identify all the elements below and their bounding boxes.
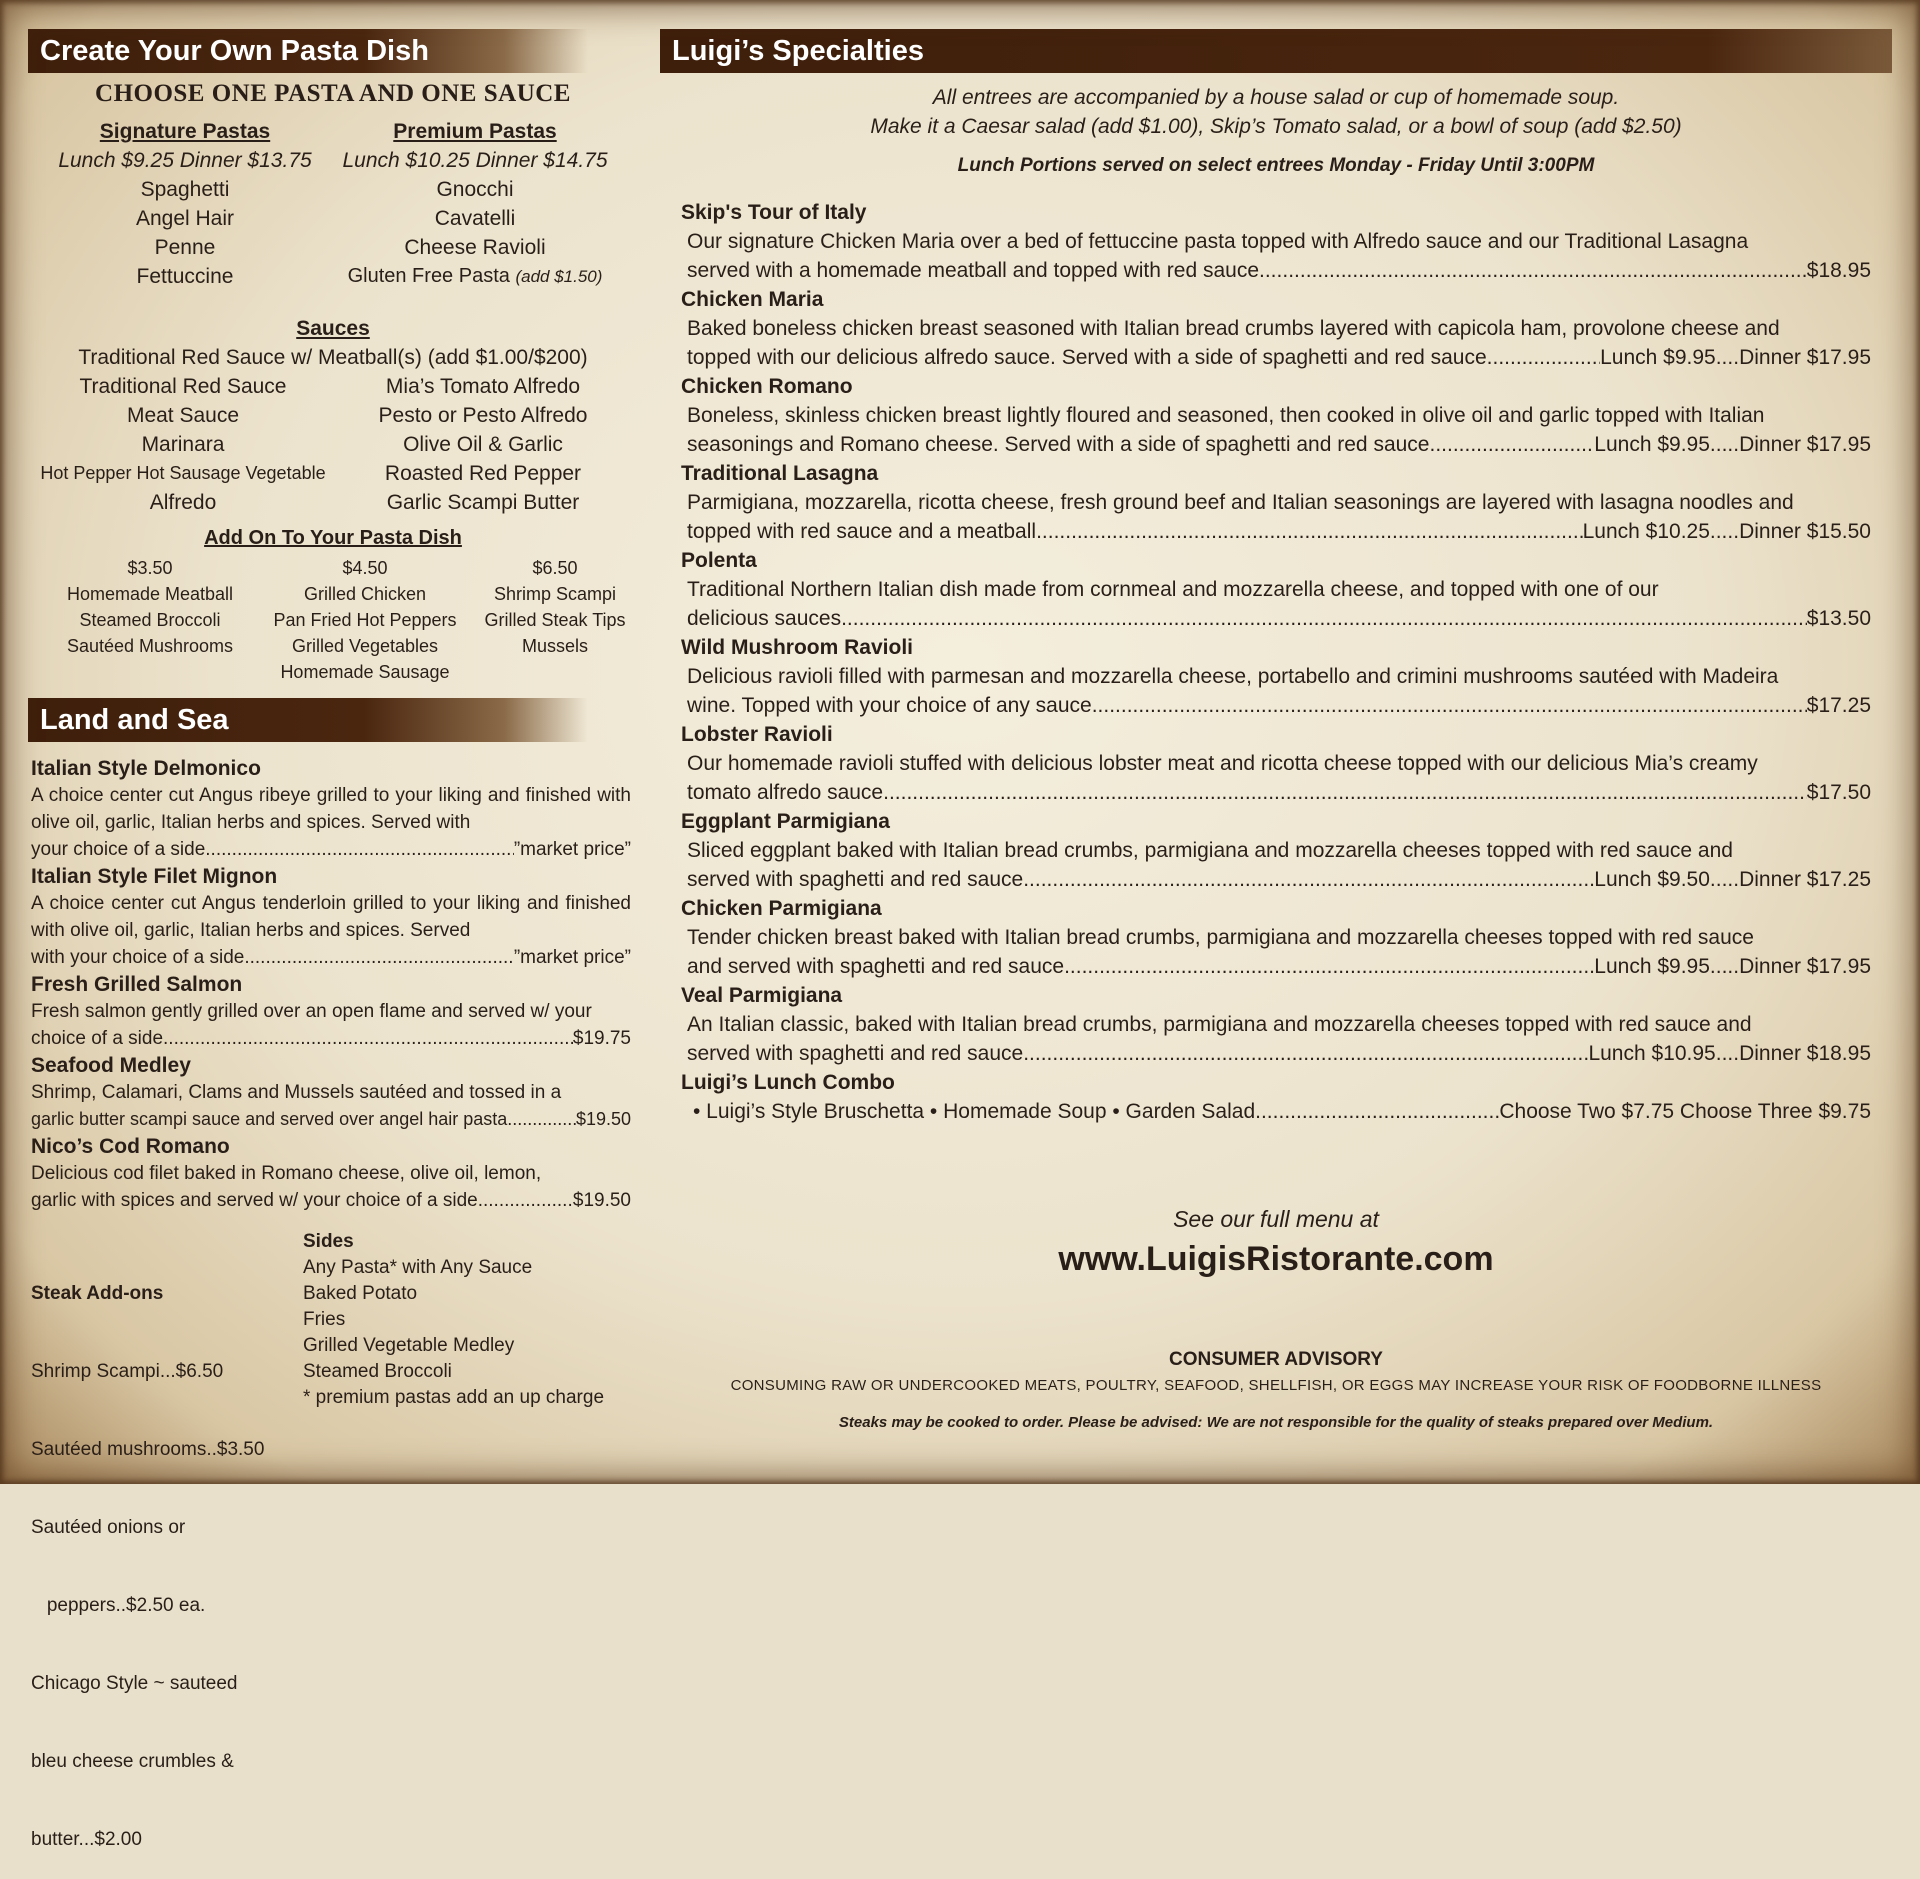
combo-price: Choose Two $7.75 Choose Three $9.75: [1499, 1100, 1871, 1123]
pasta-section-header: Create Your Own Pasta Dish: [28, 29, 588, 73]
premium-pastas-price: Lunch $10.25 Dinner $14.75: [342, 149, 608, 172]
premium-pastas: [330, 117, 620, 291]
item-description-end: topped with red sauce and a meatball: [687, 520, 1037, 543]
list-item: [681, 198, 1871, 285]
sauce-item: Mia’s Tomato Alfredo: [385, 375, 581, 398]
featured-sauce: Traditional Red Sauce w/ Meatball(s) (add $1.00/$200): [78, 346, 588, 369]
list-item: [31, 755, 631, 863]
list-item: [681, 807, 1871, 894]
item-price: $17.25: [1806, 694, 1871, 717]
pasta-item: Gnocchi: [436, 178, 514, 201]
addon-item: Homemade Sausage: [280, 662, 450, 682]
item-description: Delicious cod filet baked in Romano cheese, olive oil, lemon,: [31, 1163, 542, 1184]
sauce-item: Alfredo: [149, 491, 217, 514]
addon-price: $3.50: [127, 558, 173, 578]
steak-addons: [31, 1229, 301, 1879]
intro-line-2: Make it a Caesar salad (add $1.00), Skip’s Tomato salad, or a bowl of soup (add $2.50): [870, 115, 1682, 138]
item-price: Lunch $9.95.....Dinner $17.95: [1594, 955, 1871, 978]
pasta-item: Fettuccine: [136, 265, 234, 288]
sides: [303, 1229, 643, 1411]
item-price: $18.95: [1806, 259, 1871, 282]
addon-item: Grilled Vegetables: [291, 636, 439, 656]
item-price-line: [681, 256, 1871, 285]
item-description-end: and served with spaghetti and red sauce: [687, 955, 1065, 978]
addon-item: Homemade Meatball: [66, 584, 234, 604]
sauce-item: Pesto or Pesto Alfredo: [378, 404, 588, 427]
item-price: Lunch $10.25.....Dinner $15.50: [1582, 520, 1871, 543]
item-description: Delicious ravioli filled with parmesan and mozzarella cheese, portabello and crimini mushrooms sautéed with Madeira: [687, 665, 1779, 688]
item-price-line: [681, 517, 1871, 546]
combo-items: • Luigi’s Style Bruschetta • Homemade Soup • Garden Salad: [693, 1100, 1256, 1123]
list-item: [681, 459, 1871, 546]
steak-addon-line: butter...$2.00: [31, 1829, 142, 1850]
sauce-item: Olive Oil & Garlic: [403, 433, 563, 456]
addon-column-2: [255, 555, 475, 685]
addon-item: Pan Fried Hot Peppers: [273, 610, 457, 630]
item-name: Polenta: [681, 549, 757, 572]
item-price-line: [681, 604, 1871, 633]
item-price-line: [31, 944, 631, 971]
specialties-header: Luigi’s Specialties: [660, 29, 1892, 73]
item-description: Parmigiana, mozzarella, ricotta cheese, fresh ground beef and Italian seasonings are layered with lasagna noodles and: [687, 491, 1794, 514]
pasta-item: Penne: [154, 236, 216, 259]
item-description-end: garlic with spices and served w/ your choice of a side: [31, 1190, 478, 1211]
item-price-line: [681, 1097, 1871, 1126]
item-price: ”market price”: [513, 839, 631, 860]
list-item: [31, 971, 631, 1052]
side-line: Steamed Broccoli: [303, 1361, 452, 1382]
steak-cooking-note: Steaks may be cooked to order. Please be advised: We are not responsible for the quality of steaks prepared over Medium.: [838, 1414, 1714, 1431]
list-item: [681, 285, 1871, 372]
item-price: Lunch $10.95....Dinner $18.95: [1588, 1042, 1871, 1065]
item-price-line: [681, 778, 1871, 807]
item-description: Boneless, skinless chicken breast lightly floured and seasoned, then cooked in olive oil and garlic topped with Italian: [687, 404, 1765, 427]
sauces-title: Sauces: [296, 317, 370, 340]
item-price-line: [31, 1025, 631, 1052]
addon-item: Shrimp Scampi: [493, 584, 617, 604]
item-name: Lobster Ravioli: [681, 723, 833, 746]
sauce-item: Roasted Red Pepper: [384, 462, 582, 485]
list-item: [31, 1052, 631, 1133]
item-description-end: with your choice of a side: [31, 947, 245, 968]
addon-column-3: [470, 555, 640, 659]
item-name: Chicken Parmigiana: [681, 897, 882, 920]
addon-item: Steamed Broccoli: [79, 610, 221, 630]
item-description-end: seasonings and Romano cheese. Served with a side of spaghetti and red sauce: [687, 433, 1430, 456]
item-price: $13.50: [1806, 607, 1871, 630]
item-name: Nico’s Cod Romano: [31, 1135, 230, 1158]
addon-price: $4.50: [342, 558, 388, 578]
steak-addon-line: bleu cheese crumbles &: [31, 1751, 234, 1772]
side-line: * premium pastas add an up charge: [303, 1387, 605, 1408]
item-description: Sliced eggplant baked with Italian bread crumbs, parmigiana and mozzarella cheeses topped with red sauce and: [687, 839, 1733, 862]
item-price-line: [681, 430, 1871, 459]
addon-item: Grilled Steak Tips: [484, 610, 626, 630]
list-item: [681, 546, 1871, 633]
side-line: Grilled Vegetable Medley: [303, 1335, 515, 1356]
signature-pastas-price: Lunch $9.25 Dinner $13.75: [58, 149, 312, 172]
item-name: Italian Style Delmonico: [31, 757, 261, 780]
intro-line-1: All entrees are accompanied by a house salad or cup of homemade soup.: [932, 86, 1620, 109]
list-item: [681, 894, 1871, 981]
item-description: Baked boneless chicken breast seasoned with Italian bread crumbs layered with capicola ham, provolone cheese and: [687, 317, 1780, 340]
list-item: [681, 981, 1871, 1068]
pasta-item: Cavatelli: [434, 207, 516, 230]
side-line: Any Pasta* with Any Sauce: [303, 1257, 533, 1278]
lunch-combo: [681, 1068, 1871, 1126]
item-description-end: tomato alfredo sauce: [687, 781, 884, 804]
item-name: Veal Parmigiana: [681, 984, 843, 1007]
item-description: An Italian classic, baked with Italian bread crumbs, parmigiana and mozzarella cheeses topped with red sauce and: [687, 1013, 1752, 1036]
choose-title: CHOOSE ONE PASTA AND ONE SAUCE: [95, 80, 571, 107]
item-description: Traditional Northern Italian dish made from cornmeal and mozzarella cheese, and topped with one of our: [687, 578, 1659, 601]
steak-addon-line: Sautéed mushrooms..$3.50: [31, 1439, 265, 1460]
item-description-end: served with spaghetti and red sauce: [687, 1042, 1024, 1065]
item-description-end: garlic butter scampi sauce and served over angel hair pasta: [31, 1109, 508, 1129]
item-name: Seafood Medley: [31, 1054, 191, 1077]
sauces-right-column: [338, 372, 628, 517]
addon-column-1: [40, 555, 260, 659]
specialties-intro: [660, 83, 1892, 141]
item-description: Shrimp, Calamari, Clams and Mussels sautéed and tossed in a: [31, 1082, 562, 1103]
pasta-item: Angel Hair: [135, 207, 235, 230]
lunch-portions-note: Lunch Portions served on select entrees Monday - Friday Until 3:00PM: [957, 155, 1595, 176]
item-description-end: delicious sauces: [687, 607, 842, 630]
steak-addon-line: Chicago Style ~ sauteed: [31, 1673, 238, 1694]
gluten-free-label: Gluten Free Pasta: [347, 265, 510, 287]
item-description: A choice center cut Angus ribeye grilled to your liking and finished with olive oil, garlic, Italian herbs and spices. Served with: [31, 785, 631, 833]
addon-price: $6.50: [532, 558, 578, 578]
item-price-line: [681, 865, 1871, 894]
signature-pastas-title: Signature Pastas: [99, 120, 271, 143]
item-description-end: choice of a side: [31, 1028, 164, 1049]
list-item: [31, 1133, 631, 1214]
steak-addons-title: Steak Add-ons: [31, 1283, 164, 1304]
sauce-item: Traditional Red Sauce: [79, 375, 287, 398]
sauces-block: [28, 314, 638, 372]
steak-addon-line: peppers..$2.50 ea.: [31, 1595, 206, 1616]
addon-item: Mussels: [521, 636, 588, 656]
website-link[interactable]: www.LuigisRistorante.com: [1058, 1240, 1494, 1278]
sauces-left-column: [28, 372, 338, 517]
addons-title: Add On To Your Pasta Dish: [204, 527, 462, 549]
item-price: Lunch $9.50.....Dinner $17.25: [1594, 868, 1871, 891]
see-full-menu: See our full menu at: [1173, 1206, 1379, 1232]
item-price: ”market price”: [513, 947, 631, 968]
steak-addon-line: Sautéed onions or: [31, 1517, 186, 1538]
item-price: Lunch $9.95....Dinner $17.95: [1600, 346, 1871, 369]
item-price-line: [681, 1039, 1871, 1068]
sauce-item: Meat Sauce: [126, 404, 240, 427]
item-name: Luigi’s Lunch Combo: [681, 1071, 895, 1094]
item-description: Our homemade ravioli stuffed with delicious lobster meat and ricotta cheese topped with our delicious Mia’s creamy: [687, 752, 1758, 775]
pasta-item: Spaghetti: [140, 178, 230, 201]
addon-item: Grilled Chicken: [303, 584, 427, 604]
item-price-line: [31, 1106, 631, 1133]
list-item: [31, 863, 631, 971]
item-description: Tender chicken breast baked with Italian bread crumbs, parmigiana and mozzarella cheeses topped with red sauce: [687, 926, 1754, 949]
list-item: [681, 720, 1871, 807]
list-item: [681, 633, 1871, 720]
consumer-advisory-text: CONSUMING RAW OR UNDERCOOKED MEATS, POULTRY, SEAFOOD, SHELLFISH, OR EGGS MAY INCREASE YOUR RISK OF FOODBORNE ILLNESS: [730, 1377, 1822, 1394]
item-name: Chicken Maria: [681, 288, 824, 311]
item-price: $19.50: [575, 1109, 631, 1129]
item-name: Skip's Tour of Italy: [681, 201, 867, 224]
item-description-end: wine. Topped with your choice of any sauce: [687, 694, 1092, 717]
item-price-line: [681, 691, 1871, 720]
consumer-advisory-title: CONSUMER ADVISORY: [1169, 1349, 1383, 1370]
sauce-item: Marinara: [141, 433, 225, 456]
gluten-free-note: (add $1.50): [515, 267, 603, 286]
item-price-line: [31, 1187, 631, 1214]
item-price-line: [31, 836, 631, 863]
premium-pastas-title: Premium Pastas: [393, 120, 557, 143]
gluten-free-item: [330, 262, 620, 291]
item-price: $19.75: [572, 1028, 631, 1049]
list-item: [681, 372, 1871, 459]
item-name: Italian Style Filet Mignon: [31, 865, 278, 888]
sauce-item: Garlic Scampi Butter: [386, 491, 580, 514]
item-description-end: served with spaghetti and red sauce: [687, 868, 1024, 891]
item-description: A choice center cut Angus tenderloin grilled to your liking and finished with olive oil, garlic, Italian herbs and spices. Served: [31, 893, 631, 941]
steak-addon-line: Shrimp Scampi...$6.50: [31, 1361, 224, 1382]
land-sea-header: Land and Sea: [28, 698, 588, 742]
item-name: Wild Mushroom Ravioli: [681, 636, 913, 659]
pasta-item: Cheese Ravioli: [404, 236, 546, 259]
item-price: $19.50: [572, 1190, 631, 1211]
side-line: Baked Potato: [303, 1283, 418, 1304]
item-description-end: served with a homemade meatball and topped with red sauce: [687, 259, 1260, 282]
item-price: Lunch $9.95.....Dinner $17.95: [1594, 433, 1871, 456]
item-description: Our signature Chicken Maria over a bed of fettuccine pasta topped with Alfredo sauce and our Traditional Lasagna: [687, 230, 1749, 253]
addon-item: Sautéed Mushrooms: [66, 636, 234, 656]
sides-title: Sides: [303, 1231, 354, 1252]
specialties-list: [681, 198, 1871, 1126]
item-name: Chicken Romano: [681, 375, 853, 398]
land-sea-list: [31, 755, 631, 1214]
item-name: Fresh Grilled Salmon: [31, 973, 243, 996]
item-description: Fresh salmon gently grilled over an open flame and served w/ your: [31, 1001, 592, 1022]
item-price: $17.50: [1806, 781, 1871, 804]
item-name: Eggplant Parmigiana: [681, 810, 890, 833]
side-line: Fries: [303, 1309, 346, 1330]
signature-pastas: [40, 117, 330, 291]
item-description-end: your choice of a side: [31, 839, 206, 860]
item-price-line: [681, 343, 1871, 372]
item-description-end: topped with our delicious alfredo sauce. Served with a side of spaghetti and red sauce: [687, 346, 1487, 369]
item-name: Traditional Lasagna: [681, 462, 879, 485]
item-price-line: [681, 952, 1871, 981]
sauce-item: Hot Pepper Hot Sausage Vegetable: [40, 463, 326, 483]
